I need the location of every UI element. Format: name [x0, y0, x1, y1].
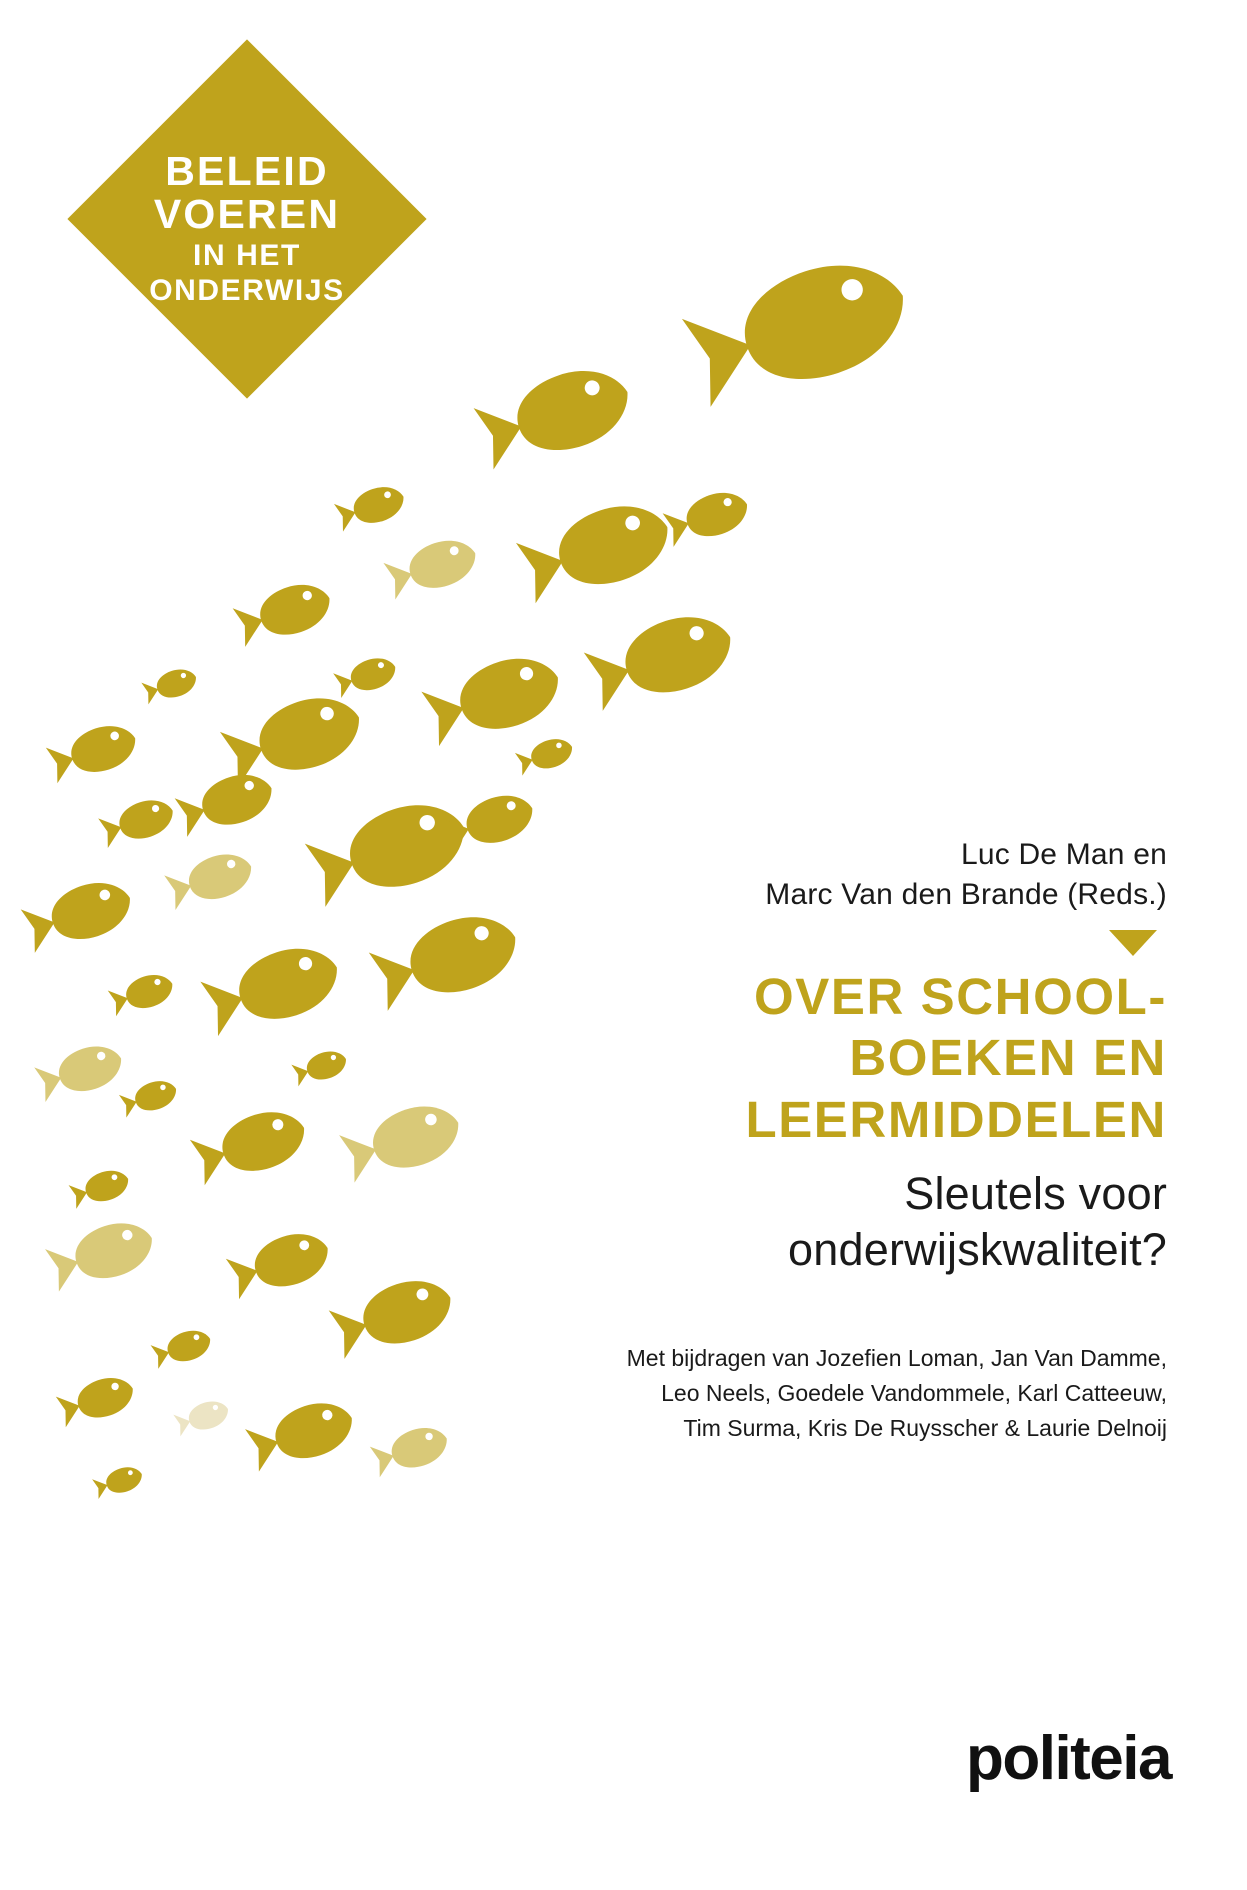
- title-line-2: BOEKEN EN: [849, 1029, 1167, 1087]
- fish-shape: [173, 1396, 232, 1438]
- publisher-logo: [966, 1723, 1171, 1794]
- fish-shape: [420, 646, 568, 750]
- subtitle-line-1: Sleutels voor: [904, 1167, 1167, 1219]
- fish-shape: [174, 766, 279, 840]
- editors: [567, 835, 1167, 914]
- fish-shape: [44, 1213, 160, 1294]
- fish-shape: [383, 532, 483, 602]
- title-line-3: LEERMIDDELEN: [745, 1090, 1167, 1148]
- page-title: [567, 966, 1167, 1150]
- fish-shape: [327, 1270, 459, 1363]
- fish-shape: [291, 1046, 350, 1088]
- fish-shape: [33, 1038, 127, 1104]
- fish-shape: [338, 1095, 467, 1186]
- editors-line-2: Marc Van den Brande (Reds.): [765, 877, 1167, 911]
- fish-shape: [118, 1076, 180, 1120]
- fish-shape: [472, 357, 639, 475]
- fish-shape: [582, 604, 741, 716]
- fish-shape: [189, 1102, 313, 1189]
- fish-shape: [514, 734, 576, 778]
- fish-shape: [107, 969, 177, 1018]
- fish-shape: [97, 793, 178, 850]
- fish-shape: [662, 485, 754, 549]
- fish-shape: [150, 1325, 215, 1370]
- contributors: [567, 1341, 1167, 1446]
- badge-text: [68, 150, 426, 307]
- fish-shape: [20, 873, 138, 956]
- fish-shape: [199, 936, 347, 1040]
- fish-shape: [514, 492, 678, 608]
- fish-shape: [303, 790, 475, 911]
- fish-shape: [55, 1371, 138, 1430]
- fish-shape: [333, 481, 408, 534]
- fish-shape: [92, 1463, 146, 1501]
- contributors-line-2: Leo Neels, Goedele Vandommele, Karl Catteeuw,: [661, 1380, 1167, 1407]
- contributors-line-3: Tim Surma, Kris De Ruysscher & Laurie Delnoij: [683, 1415, 1167, 1442]
- fish-shape: [68, 1165, 133, 1210]
- fish-shape: [367, 904, 526, 1016]
- fish-shape: [333, 653, 400, 700]
- badge-line-2: VOEREN: [153, 191, 341, 238]
- badge-line-1: BELEID: [165, 148, 329, 194]
- cover-text-block: [567, 835, 1167, 1446]
- fish-shape: [225, 1225, 335, 1303]
- fish-shape: [244, 1393, 360, 1474]
- badge-line-3: IN HET: [193, 238, 301, 272]
- fish-shape: [680, 245, 920, 414]
- fish-shape: [45, 718, 142, 786]
- fish-shape: [369, 1421, 452, 1480]
- subtitle-line-2: onderwijskwaliteit?: [788, 1224, 1167, 1276]
- fish-shape: [232, 576, 337, 650]
- series-badge: [68, 92, 426, 450]
- title-line-1: OVER SCHOOL-: [753, 968, 1167, 1026]
- contributors-line-1: Met bijdragen van Jozefien Loman, Jan Van Damme,: [626, 1345, 1167, 1372]
- fish-shape: [141, 664, 200, 706]
- editors-line-1: Luc De Man en: [960, 838, 1167, 871]
- subtitle: [567, 1166, 1167, 1279]
- triangle-divider-icon: [1109, 930, 1157, 956]
- fish-shape: [163, 846, 257, 912]
- publisher-name: politeia: [965, 1724, 1171, 1793]
- badge-line-4: ONDERWIJS: [149, 273, 345, 307]
